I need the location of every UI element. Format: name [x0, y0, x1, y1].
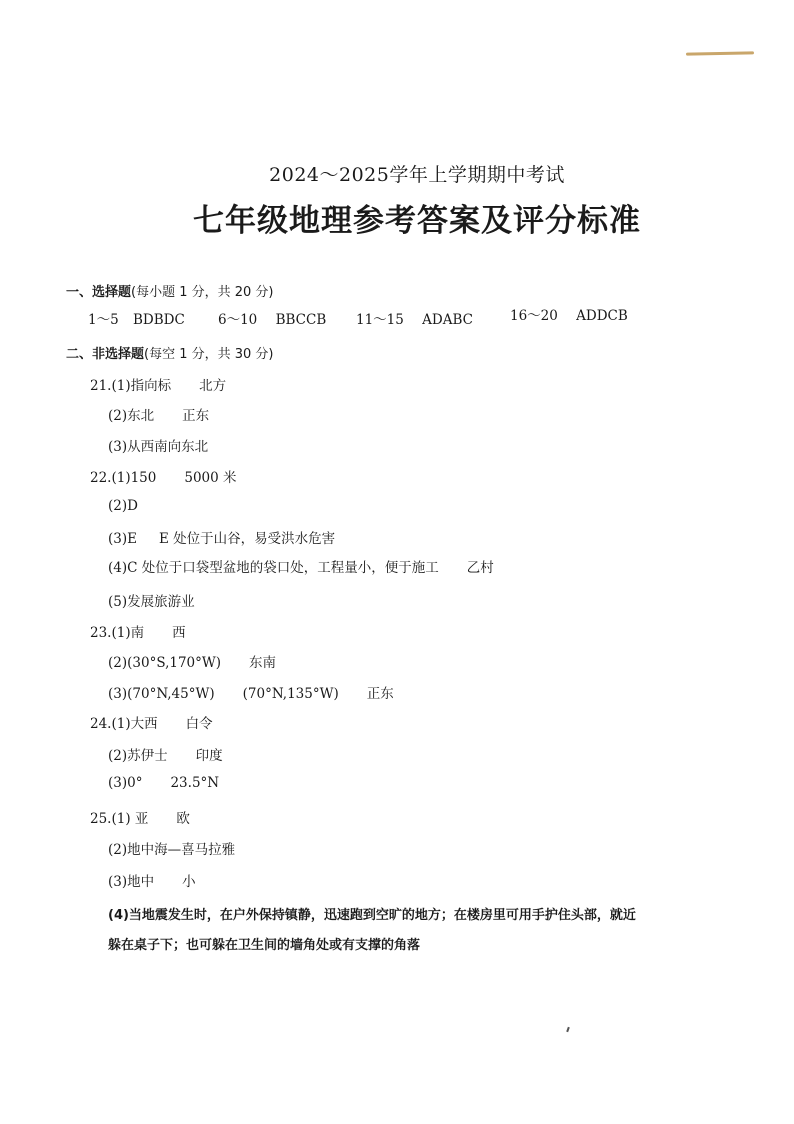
q22-part4 [108, 556, 494, 576]
q25-part2: (2)地中海—喜马拉雅 [108, 842, 236, 858]
q25-part4-line1: (4)当地震发生时，在户外保持镇静，迅速跑到空旷的地方；在楼房里可用手护住头部，就近 [108, 908, 636, 923]
q22-part3 [108, 527, 335, 547]
page-title: 七年级地理参考答案及评分标准 [193, 203, 641, 239]
section1-label: 一、选择题 [66, 285, 132, 300]
mc-range-4: 16～20 [510, 308, 558, 324]
q22-p1: 22.(1)150 [90, 470, 157, 486]
q24-p3-answer: 23.5°N [170, 775, 220, 791]
q24-p2: (2)苏伊士 [108, 748, 168, 764]
pen-dot [566, 1027, 570, 1032]
q21-part3: (3)从西南向东北 [108, 439, 209, 455]
q23-p3: (3)(70°N,45°W) [108, 686, 215, 702]
q24-p1: 24.(1)大西 [90, 716, 158, 732]
mc-range-3: 11～15 [356, 312, 404, 328]
q22-part5: (5)发展旅游业 [108, 594, 195, 610]
q23-p1-answer: 西 [172, 625, 186, 641]
q23-p1: 23.(1)南 [90, 625, 145, 641]
mc-answers-2: BBCCB [275, 312, 327, 328]
exam-subtitle: 2024～2025学年上学期期中考试 [269, 164, 565, 186]
q23-p3-answer-b: 正东 [366, 686, 394, 702]
mc-group-2 [218, 308, 326, 328]
mc-answers-4: ADDCB [576, 308, 628, 324]
q25-part4-line2: 躲在桌子下；也可躲在卫生间的墙角处或有支撑的角落 [108, 938, 421, 953]
q21-p2: (2)东北 [108, 408, 155, 424]
mc-range-1: 1～5 [88, 312, 119, 328]
mc-group-3 [356, 308, 473, 328]
mc-group-4 [510, 304, 628, 324]
q22-part1 [90, 466, 237, 486]
q25-p3-answer: 小 [182, 874, 196, 890]
q21-part2 [108, 404, 209, 424]
section2-heading [66, 343, 274, 362]
mc-answers-1: BDBDC [132, 312, 185, 328]
q23-part1 [90, 621, 186, 641]
q22-part2: (2)D [108, 498, 138, 514]
mc-range-2: 6～10 [218, 312, 258, 328]
q24-part1 [90, 712, 213, 732]
q22-p3-answer: E 处位于山谷，易受洪水危害 [158, 531, 336, 547]
q22-p4: (4)C 处位于口袋型盆地的袋口处，工程量小，便于施工 [108, 560, 439, 576]
q23-p2-answer: 东南 [249, 655, 277, 671]
section2-note: (每空 1 分，共 30 分) [144, 347, 274, 362]
q24-p1-answer: 白令 [185, 716, 213, 732]
section1-note: (每小题 1 分，共 20 分) [131, 285, 274, 300]
q25-p1: 25.(1) 亚 [90, 811, 149, 827]
q24-part3 [108, 775, 219, 791]
q21-part1 [90, 374, 226, 394]
q23-p3-answer-a: (70°N,135°W) [242, 686, 339, 702]
q21-p1-answer: 北方 [199, 378, 227, 394]
q24-p2-answer: 印度 [195, 748, 223, 764]
q22-p1-answer: 5000 米 [184, 470, 237, 486]
q23-part2 [108, 651, 276, 671]
q21-p1: 21.(1)指向标 [90, 378, 172, 394]
section2-label: 二、非选择题 [66, 347, 145, 362]
q23-p2: (2)(30°S,170°W) [108, 655, 222, 671]
q25-p1-answer: 欧 [176, 811, 190, 827]
q22-p3: (3)E [108, 531, 137, 547]
q25-part3 [108, 870, 196, 890]
q23-part3 [108, 682, 394, 702]
mc-answers-row [88, 308, 185, 328]
pen-mark [686, 51, 754, 55]
section1-heading [66, 281, 274, 300]
q25-p3: (3)地中 [108, 874, 155, 890]
q24-p3: (3)0° [108, 775, 143, 791]
q25-part1 [90, 807, 190, 827]
q24-part2 [108, 744, 223, 764]
q22-p4-answer: 乙村 [466, 560, 494, 576]
mc-answers-3: ADABC [422, 312, 473, 328]
q21-p2-answer: 正东 [182, 408, 210, 424]
